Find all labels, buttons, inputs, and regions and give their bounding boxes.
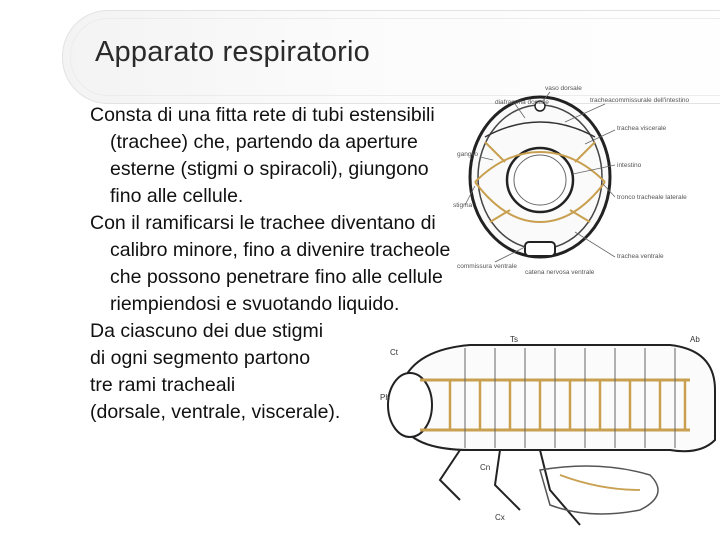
label-catena-nervosa: catena nervosa ventrale (525, 269, 595, 276)
body-text (90, 102, 460, 426)
label-commissura-dorsale: tracheacommissurale dell'intestino (590, 97, 690, 104)
cross-section-figure (445, 82, 720, 277)
paragraph-ramificazione: Con il ramificarsi le trachee diventano di calibro minore, fino a divenire tracheole che possono penetrare fino alle cellule riempiendosi e svuotando liquido. (90, 212, 451, 315)
label-ab: Ab (690, 335, 700, 344)
label-diaframma-dorsale: diaframma dorsale (495, 99, 549, 106)
label-ganglio: ganglio (457, 151, 478, 158)
label-trachea-viscerale: trachea viscerale (617, 125, 667, 132)
line-rami: tre rami tracheali (90, 374, 236, 396)
line-segmento: di ogni segmento partono (90, 347, 311, 369)
label-cx: Cx (495, 513, 505, 522)
cross-section-diagram (445, 82, 720, 277)
label-tronco-laterale: tronco tracheale laterale (617, 194, 687, 201)
paragraph-trachee: Consta di una fitta rete di tubi estensibili (trachee) che, partendo da aperture esterne (stigmi o spiracoli), giungono fino alle cellule. (90, 104, 435, 207)
label-vaso-dorsale: vaso dorsale (545, 85, 582, 92)
label-ts: Ts (510, 335, 518, 344)
line-tipi-rami: (dorsale, ventrale, viscerale). (90, 401, 341, 423)
line-stigmi: Da ciascuno dei due stigmi (90, 320, 324, 342)
label-trachea-ventrale: trachea ventrale (617, 253, 664, 260)
label-intestino: intestino (617, 162, 642, 169)
label-cn: Cn (480, 463, 491, 472)
label-commissura-ventrale: commissura ventrale (457, 263, 517, 270)
label-ct: Ct (390, 348, 398, 357)
label-ph: Ph (380, 393, 390, 402)
label-stigma: stigma (453, 202, 473, 209)
slide-title: Apparato respiratorio (95, 36, 371, 68)
